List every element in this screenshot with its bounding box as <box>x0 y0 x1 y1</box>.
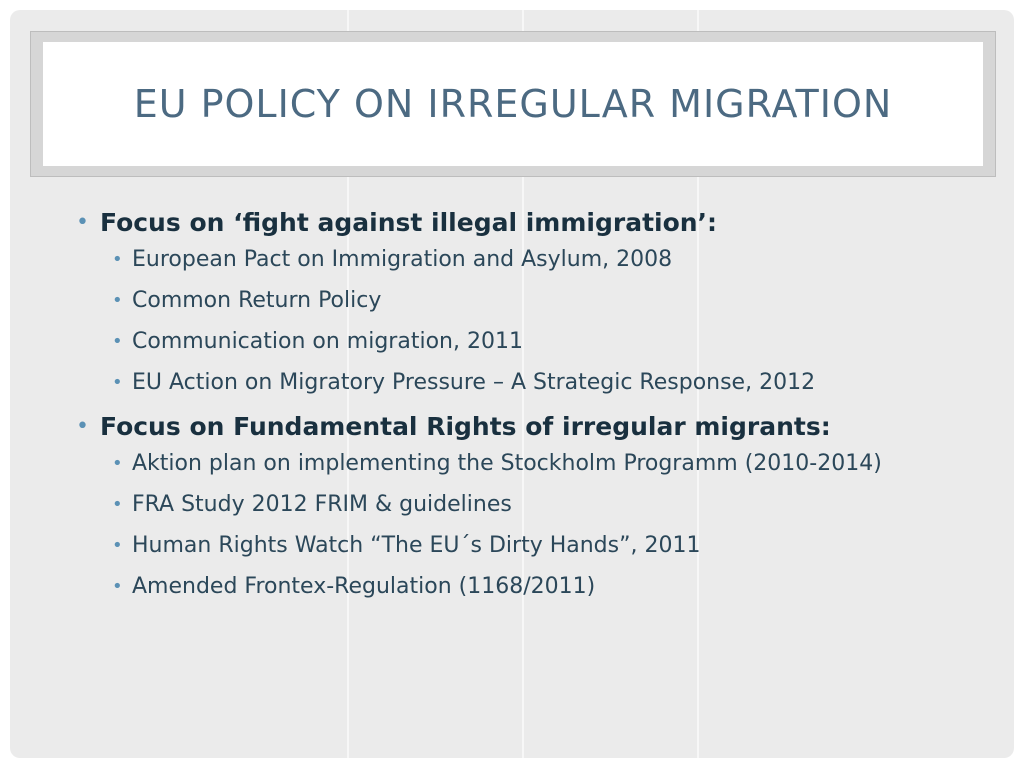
list-item-text: Common Return Policy <box>132 288 382 313</box>
section-heading <box>70 410 970 444</box>
bullet-icon: • <box>112 576 123 597</box>
list-item <box>70 325 970 359</box>
bullet-icon: • <box>76 210 89 235</box>
bullet-icon: • <box>112 372 123 393</box>
title-box <box>43 42 983 166</box>
bullet-icon: • <box>112 249 123 270</box>
bullet-icon: • <box>112 494 123 515</box>
list-item-text: EU Action on Migratory Pressure – A Strategic Response, 2012 <box>132 370 816 395</box>
list-item-text: Human Rights Watch “The EU´s Dirty Hands”, 2011 <box>132 533 701 558</box>
list-item <box>70 243 970 277</box>
slide-title: EU POLICY ON IRREGULAR MIGRATION <box>133 82 893 126</box>
list-item <box>70 366 970 400</box>
list-item-text: Aktion plan on implementing the Stockholm Programm (2010-2014) <box>132 451 882 476</box>
bullet-icon: • <box>112 535 123 556</box>
list-item <box>70 447 970 481</box>
list-item-text: European Pact on Immigration and Asylum, 2008 <box>132 247 673 272</box>
list-item-text: Communication on migration, 2011 <box>132 329 523 354</box>
bullet-icon: • <box>76 414 89 439</box>
section-heading-text: Focus on ‘fight against illegal immigration’: <box>100 208 718 237</box>
list-item <box>70 284 970 318</box>
bullet-icon: • <box>112 331 123 352</box>
bullet-icon: • <box>112 453 123 474</box>
title-frame <box>30 31 996 177</box>
list-item <box>70 529 970 563</box>
list-item-text: Amended Frontex-Regulation (1168/2011) <box>132 574 596 599</box>
list-item <box>70 570 970 604</box>
slide <box>10 10 1014 758</box>
bullet-icon: • <box>112 290 123 311</box>
list-item-text: FRA Study 2012 FRIM & guidelines <box>132 492 512 517</box>
list-item <box>70 488 970 522</box>
section-heading <box>70 206 970 240</box>
bullet-list <box>70 206 970 604</box>
section-heading-text: Focus on Fundamental Rights of irregular migrants: <box>100 412 831 441</box>
